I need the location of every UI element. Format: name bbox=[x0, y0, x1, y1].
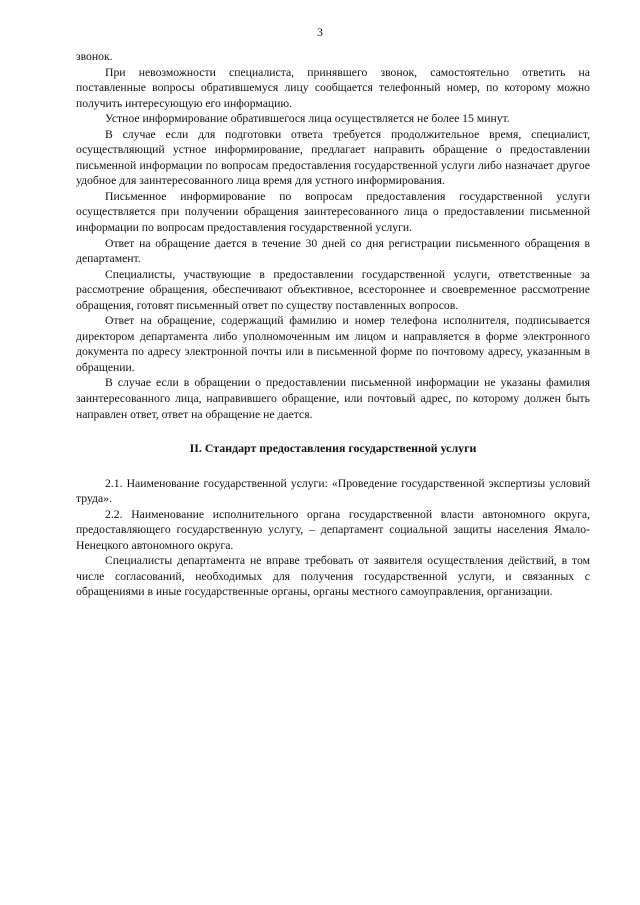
paragraph: Специалисты, участвующие в предоставлении государственной услуги, ответственные за рассмотрение обращения, обеспечивают объективное, всестороннее и своевременное рассмотрение обращения, готовят письменный ответ по существу поставленных вопросов. bbox=[76, 267, 590, 312]
paragraph: 2.2. Наименование исполнительного органа государственной власти автономного округа, предоставляющего государственную услугу, – департамент социальной защиты населения Ямало-Ненецкого автономного округа. bbox=[76, 507, 590, 552]
paragraph: При невозможности специалиста, принявшего звонок, самостоятельно ответить на поставленные вопросы обратившемуся лицу сообщается телефонный номер, по которому можно получить интересующую его информацию. bbox=[76, 65, 590, 110]
paragraph: В случае если в обращении о предоставлении письменной информации не указаны фамилия заинтересованного лица, направившего обращение, или почтовый адрес, по которому должен быть направлен ответ, ответ на обращение не дается. bbox=[76, 376, 590, 421]
section-heading: II. Стандарт предоставления государственной услуги bbox=[189, 441, 477, 456]
paragraph: В случае если для подготовки ответа требуется продолжительное время, специалист, осуществляющий устное информирование, предлагает направить обращение о предоставлении письменной информации по вопросам предоставления государственной услуги либо назначает другое удобное для заинтересованного лица время для устного информирования. bbox=[76, 127, 590, 188]
paragraph: Специалисты департамента не вправе требовать от заявителя осуществления действий, в том числе согласований, необходимых для получения государственной услуги, и связанных с обращениями в иные государственные органы, органы местного самоуправления, организации. bbox=[76, 554, 590, 599]
page-number: 3 bbox=[317, 27, 323, 39]
paragraph: звонок. bbox=[76, 50, 113, 63]
paragraph: 2.1. Наименование государственной услуги: «Проведение государственной экспертизы условий труда». bbox=[76, 476, 590, 506]
paragraph: Письменное информирование по вопросам предоставления государственной услуги осуществляется при получении обращения заинтересованного лица о предоставлении письменной информации по вопросам предоставления государственной услуги. bbox=[76, 189, 590, 235]
document-body bbox=[76, 49, 590, 600]
paragraph: Ответ на обращение, содержащий фамилию и номер телефона исполнителя, подписывается директором департамента либо уполномоченным им лицом и направляется в форме электронного документа по адресу электронной почты или в письменной форме по почтовому адресу, указанным в обращении. bbox=[76, 314, 590, 374]
paragraph: Устное информирование обратившегося лица осуществляется не более 15 минут. bbox=[105, 112, 510, 126]
paragraph: Ответ на обращение дается в течение 30 дней со дня регистрации письменного обращения в департамент. bbox=[76, 236, 590, 266]
